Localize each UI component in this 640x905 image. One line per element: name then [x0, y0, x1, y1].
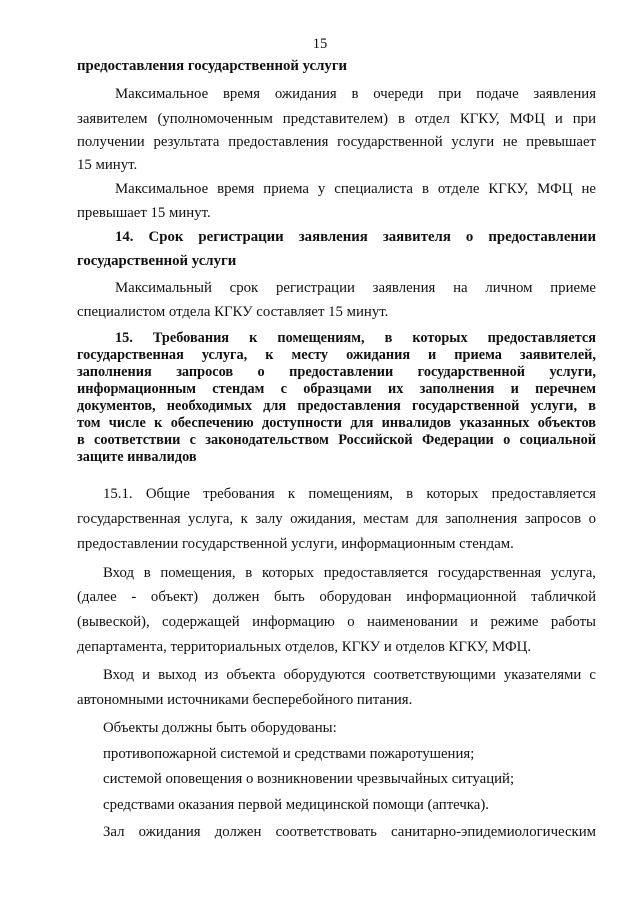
- paragraph-line: превышает 15 минут.: [77, 205, 211, 221]
- section-15-heading: защите инвалидов: [77, 449, 197, 465]
- paragraph-line: предоставлении государственной услуги, информационным стендам.: [77, 536, 514, 552]
- paragraph-line: автономными источниками бесперебойного питания.: [77, 692, 413, 708]
- paragraph-line: Вход в помещения, в которых предоставляется государственная услуга,: [103, 565, 596, 581]
- paragraph-line: Зал ожидания должен соответствовать санитарно-эпидемиологическим: [103, 824, 596, 840]
- paragraph-line: Максимальное время ожидания в очереди при подаче заявления: [115, 86, 596, 102]
- paragraph-line: получении результата предоставления государственной услуги не превышает: [77, 134, 596, 150]
- list-item: системой оповещения о возникновении чрезвычайных ситуаций;: [103, 771, 515, 787]
- section-14-heading-cont: государственной услуги: [77, 253, 237, 269]
- section-15-heading: 15. Требования к помещениям, в которых предоставляется: [115, 330, 596, 346]
- paragraph-line: Вход и выход из объекта оборудуются соответствующими указателями с: [103, 667, 596, 683]
- heading-continuation: предоставления государственной услуги: [77, 58, 348, 74]
- list-item: противопожарной системой и средствами пожаротушения;: [103, 746, 475, 762]
- paragraph-line: 15 минут.: [77, 157, 138, 173]
- paragraph-line: заявителем (уполномоченным представителем) в отдел КГКУ, МФЦ и при: [77, 111, 596, 127]
- paragraph-line: (вывеской), содержащей информацию о наименовании и режиме работы: [77, 614, 596, 630]
- section-15-heading: государственная услуга, к месту ожидания и приема заявителей,: [77, 347, 596, 363]
- paragraph-line: специалистом отдела КГКУ составляет 15 минут.: [77, 304, 389, 320]
- page-number: 15: [312, 36, 328, 52]
- section-15-heading: в соответствии с законодательством Российской Федерации о социальной: [77, 432, 596, 448]
- paragraph-line: Максимальное время приема у специалиста в отделе КГКУ, МФЦ не: [115, 181, 596, 197]
- section-15-heading: заполнения запросов о предоставлении государственной услуги,: [77, 364, 596, 380]
- paragraph-line: департамента, территориальных отделов, КГКУ и отделов КГКУ, МФЦ.: [77, 639, 532, 655]
- list-item: средствами оказания первой медицинской помощи (аптечка).: [103, 797, 489, 813]
- paragraph-line: (далее - объект) должен быть оборудован информационной табличкой: [77, 589, 596, 605]
- section-14-heading: 14. Срок регистрации заявления заявителя о предоставлении: [115, 229, 596, 245]
- paragraph-line: Максимальный срок регистрации заявления на личном приеме: [115, 280, 596, 296]
- section-15-heading: том числе к обеспечению доступности для инвалидов указанных объектов: [77, 415, 596, 431]
- paragraph-line: государственная услуга, к залу ожидания, местам для заполнения запросов о: [77, 511, 596, 527]
- paragraph-line: 15.1. Общие требования к помещениям, в которых предоставляется: [103, 486, 596, 502]
- paragraph-line: Объекты должны быть оборудованы:: [103, 720, 337, 736]
- section-15-heading: документов, необходимых для предоставления государственной услуги, в: [77, 398, 596, 414]
- section-15-heading: информационным стендам с образцами их заполнения и перечнем: [77, 381, 596, 397]
